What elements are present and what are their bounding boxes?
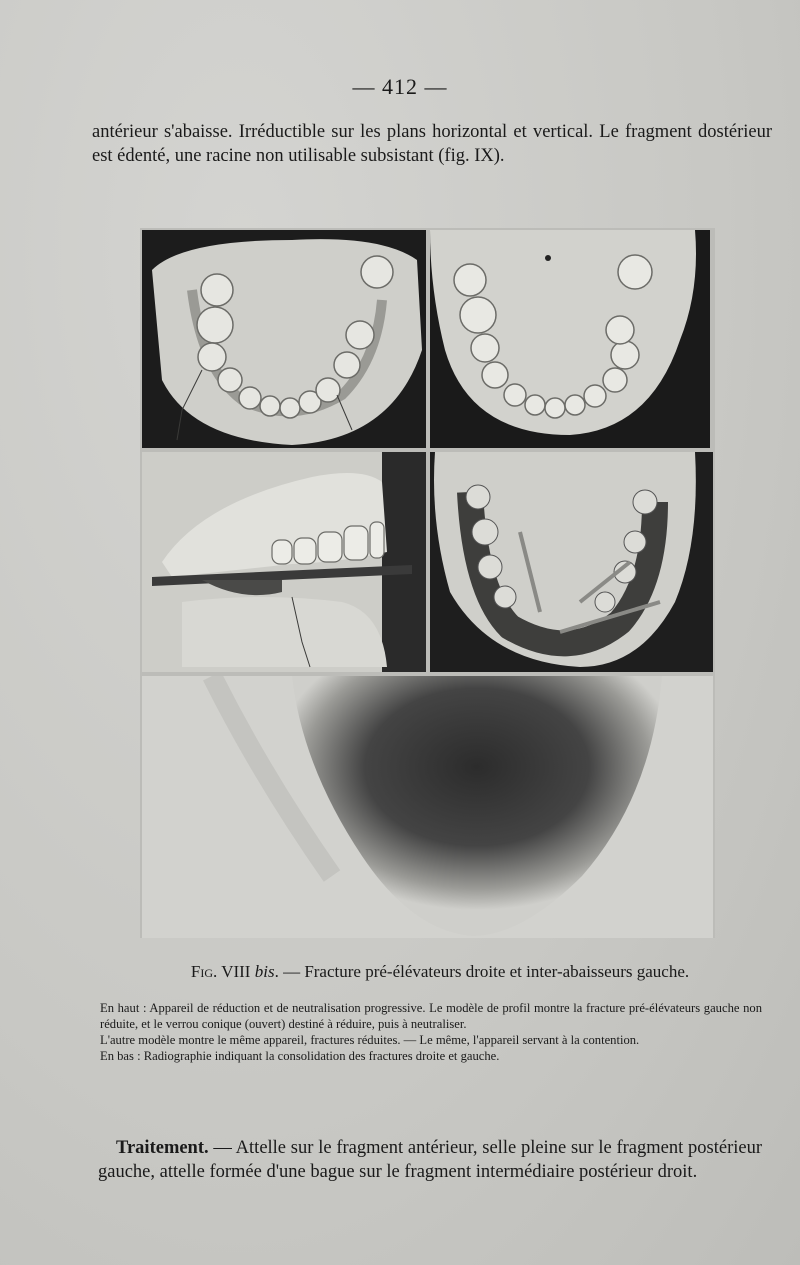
photo-cast-upper-right (430, 230, 710, 448)
treatment-label: Traitement. (116, 1138, 209, 1158)
figure-plate (140, 228, 715, 938)
photo-radiograph (142, 676, 713, 938)
treatment-text: — Attelle sur le fragment antérieur, selle pleine sur le fragment postérieur gauche, attelle formée d'une bague sur le fragment intermédiaire postérieur droit. (98, 1138, 762, 1182)
figure-label: Fig. (190, 962, 218, 981)
figure-caption-title (140, 962, 740, 982)
caption-line: En haut : Appareil de réduction et de neutralisation progressive. Le modèle de profil montre la fracture pré-élévateurs gauche non réduite, et le verrou conique (ouvert) destiné à réduire, puis à neutraliser. (100, 1001, 762, 1031)
photo-cast-appliance (430, 452, 713, 672)
figure-caption-body (100, 1000, 762, 1064)
photo-cast-profile (142, 452, 426, 672)
figure-suffix: bis (254, 962, 275, 981)
page-number: — 412 — (352, 74, 448, 99)
caption-line: En bas : Radiographie indiquant la consolidation des fractures droite et gauche. (100, 1049, 500, 1063)
figure-number: VIII (221, 962, 251, 981)
intro-paragraph: antérieur s'abaisse. Irréductible sur les plans horizontal et vertical. Le fragment dostérieur est édenté, une racine non utilisable subsistant (fig. IX). (92, 122, 772, 166)
figure-title-text: . — Fracture pré-élévateurs droite et inter-abaisseurs gauche. (274, 962, 690, 981)
caption-line: L'autre modèle montre le même appareil, fractures réduites. — Le même, l'appareil servant à la contention. (100, 1033, 640, 1047)
treatment-paragraph (98, 1136, 762, 1184)
photo-cast-upper-left (142, 230, 426, 448)
